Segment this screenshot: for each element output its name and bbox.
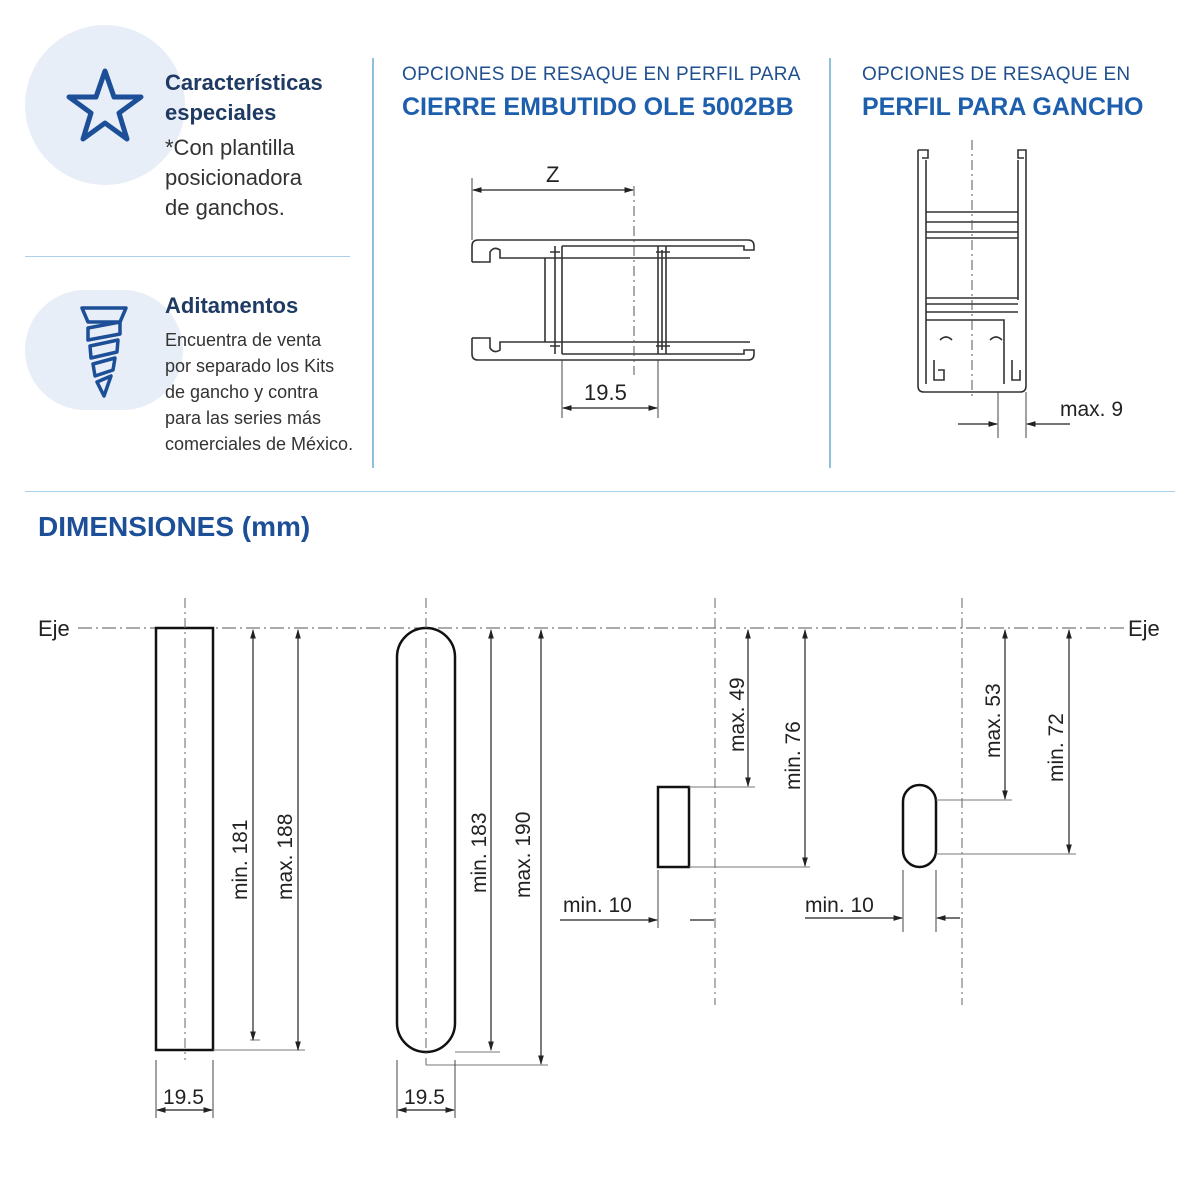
gancho-title: PERFIL PARA GANCHO — [862, 93, 1144, 121]
features-title-line1: Características — [165, 70, 323, 95]
oval-min-label: min. 183 — [468, 812, 491, 893]
rect-slot-shape — [156, 628, 213, 1050]
oval-width-label: 19.5 — [404, 1086, 445, 1109]
small-oval-min-label: min. 72 — [1045, 713, 1068, 782]
accessories-line: para las series más — [165, 408, 322, 428]
axis-label-left: Eje — [38, 616, 70, 641]
cierre-subtitle: OPCIONES DE RESAQUE EN PERFIL PARA — [402, 64, 801, 85]
axis-label-right: Eje — [1128, 616, 1160, 641]
small-rect-min-label: min. 76 — [782, 721, 805, 790]
cierre-z-label: Z — [546, 162, 560, 187]
oval-max-label: max. 190 — [512, 811, 535, 898]
small-oval-slot-shape — [903, 785, 936, 867]
screw-icon-circle — [25, 290, 183, 410]
features-title — [165, 68, 323, 128]
small-rect-max-label: max. 49 — [726, 677, 749, 752]
cierre-title: CIERRE EMBUTIDO OLE 5002BB — [402, 93, 794, 121]
dimensions-title: DIMENSIONES (mm) — [38, 511, 311, 542]
star-icon-circle — [25, 25, 185, 185]
gancho-profile-drawing — [918, 150, 1026, 392]
accessories-title: Aditamentos — [165, 293, 299, 318]
features-title-line2: especiales — [165, 100, 277, 125]
features-line: de ganchos. — [165, 195, 285, 220]
accessories-line: comerciales de México. — [165, 434, 354, 454]
vertical-divider-1 — [372, 58, 374, 468]
vertical-divider-2 — [829, 58, 831, 468]
rect-width-label: 19.5 — [163, 1086, 204, 1109]
small-rect-slot-shape — [658, 787, 689, 867]
features-line: *Con plantilla — [165, 135, 295, 160]
features-line: posicionadora — [165, 165, 302, 190]
small-rect-width-label: min. 10 — [563, 894, 632, 917]
screw-icon — [74, 300, 134, 400]
accessories-body — [165, 327, 353, 457]
accessories-line: Encuentra de venta — [165, 330, 322, 350]
cierre-width-label: 19.5 — [584, 380, 627, 405]
rect-min-label: min. 181 — [229, 819, 252, 900]
accessories-line: por separado los Kits — [165, 356, 335, 376]
cierre-profile-drawing — [472, 240, 754, 360]
star-icon — [65, 65, 145, 145]
small-oval-max-label: max. 53 — [982, 683, 1005, 758]
full-divider — [25, 491, 1175, 492]
left-divider — [25, 256, 350, 257]
accessories-line: de gancho y contra — [165, 382, 319, 402]
rect-max-label: max. 188 — [274, 813, 297, 900]
gancho-max-label: max. 9 — [1060, 398, 1124, 421]
small-oval-width-label: min. 10 — [805, 894, 874, 917]
features-body — [165, 133, 302, 223]
oval-slot-shape — [397, 628, 455, 1052]
gancho-subtitle: OPCIONES DE RESAQUE EN — [862, 64, 1131, 85]
